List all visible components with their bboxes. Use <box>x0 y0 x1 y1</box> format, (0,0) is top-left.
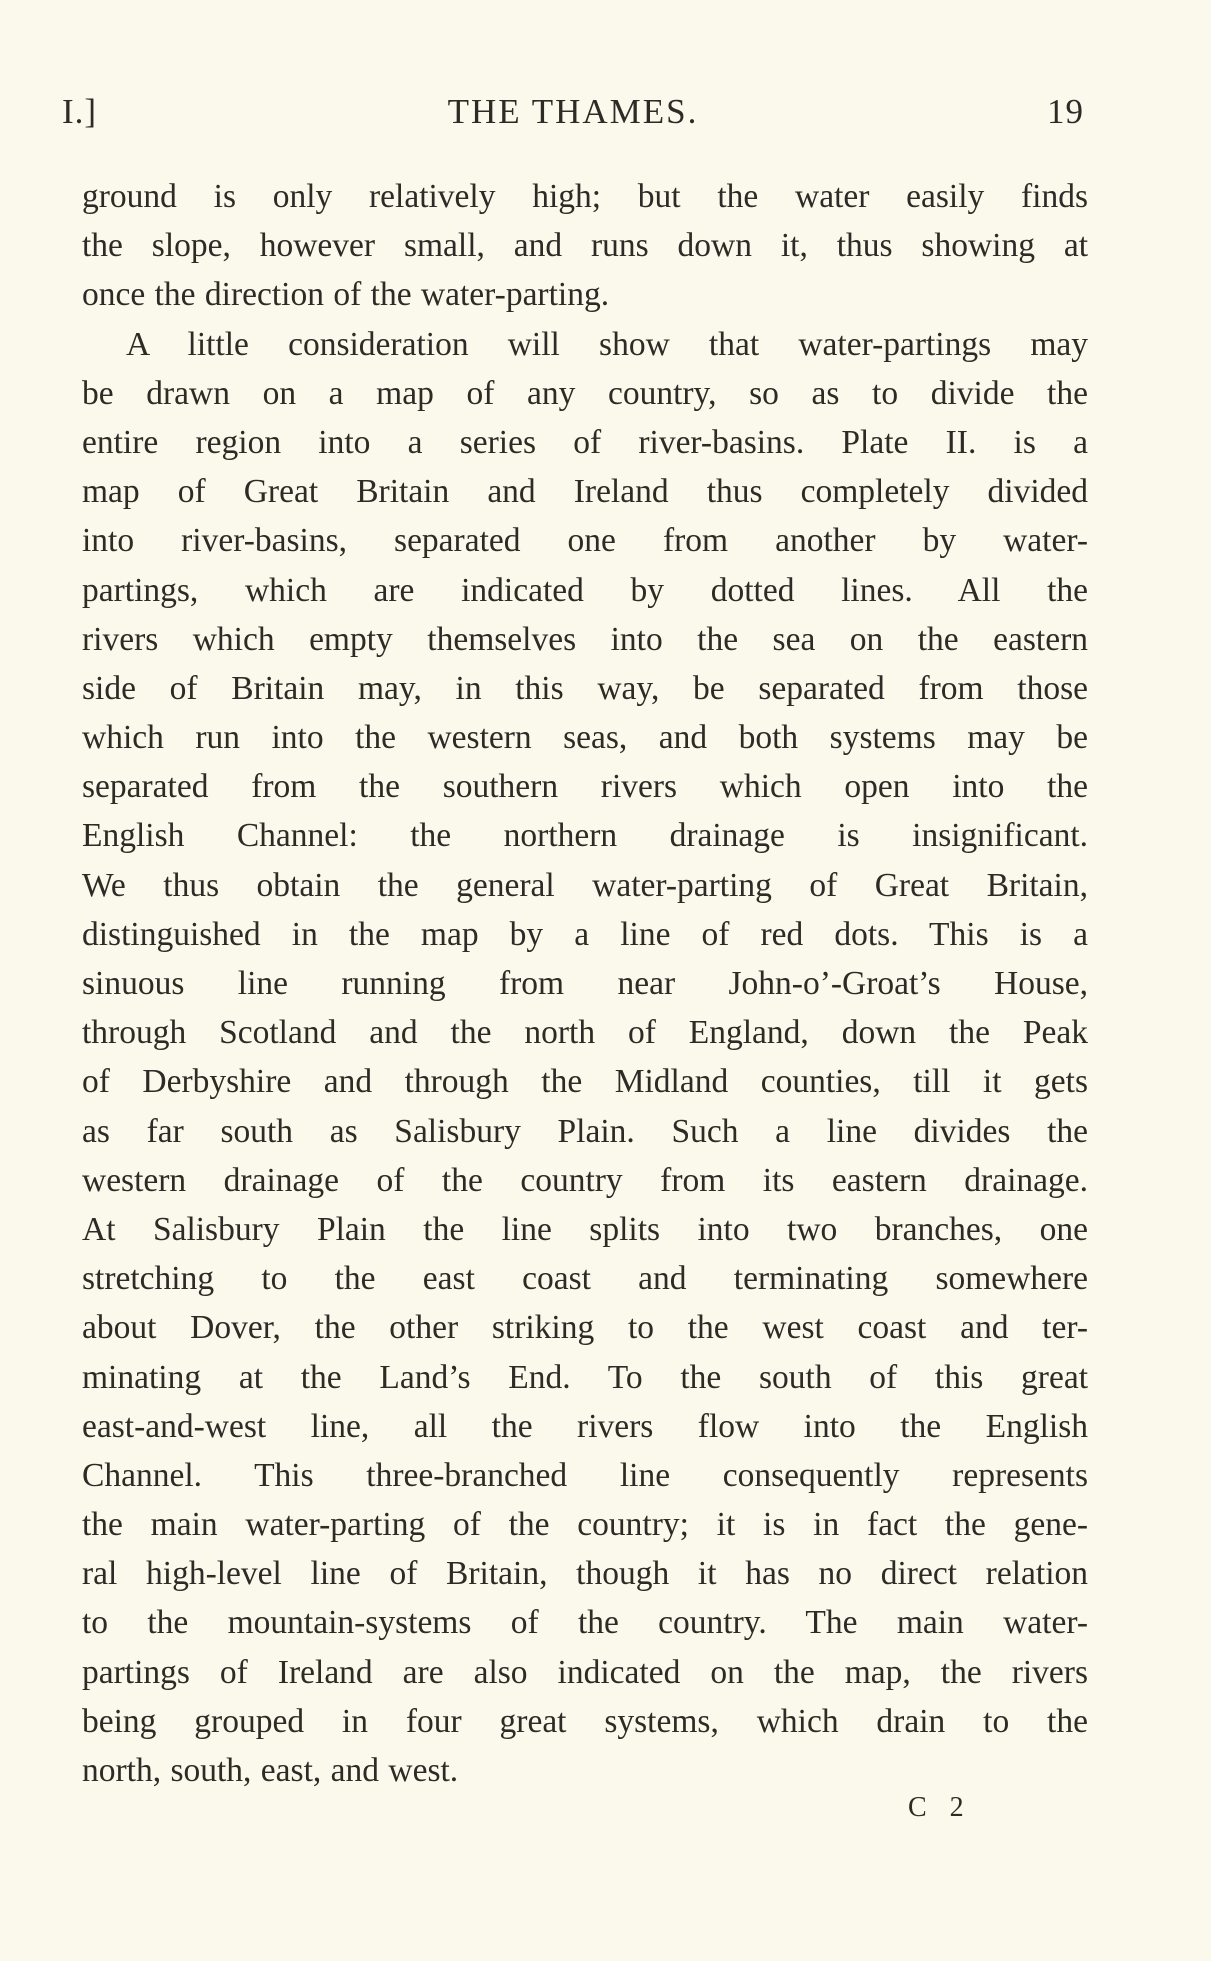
text-line: being grouped in four great systems, which drain to the <box>82 1702 1088 1740</box>
text-line: rivers which empty themselves into the sea on the eastern <box>82 620 1088 658</box>
signature-mark: C 2 <box>908 1792 972 1823</box>
text-line: Channel. This three-branched line consequently represents <box>82 1456 1088 1494</box>
text-line: into river-basins, separated one from another by water- <box>82 522 1088 560</box>
text-line: north, south, east, and west. <box>82 1752 459 1789</box>
text-line: partings of Ireland are also indicated on the map, the rivers <box>82 1653 1088 1691</box>
text-line: as far south as Salisbury Plain. Such a line divides the <box>82 1112 1088 1150</box>
text-line: separated from the southern rivers which open into the <box>82 768 1088 806</box>
text-line: ground is only relatively high; but the water easily finds <box>82 178 1088 215</box>
text-line: east-and-west line, all the rivers flow into the English <box>82 1407 1088 1445</box>
text-line: entire region into a series of river-basins. Plate II. is a <box>82 423 1088 461</box>
text-line: through Scotland and the north of England, down the Peak <box>82 1014 1088 1052</box>
text-line: to the mountain-systems of the country. The main water- <box>82 1604 1088 1642</box>
chapter-number: I.] <box>62 92 98 131</box>
text-line: English Channel: the northern drainage is insignificant. <box>82 817 1088 855</box>
text-line: ral high-level line of Britain, though it has no direct relation <box>82 1555 1088 1593</box>
text-line: be drawn on a map of any country, so as to divide the <box>82 374 1088 412</box>
text-line: partings, which are indicated by dotted lines. All the <box>82 571 1088 609</box>
text-line: stretching to the east coast and terminating somewhere <box>82 1260 1088 1298</box>
text-line: once the direction of the water-parting. <box>82 276 610 314</box>
text-line: the main water-parting of the country; it is in fact the gene- <box>82 1506 1088 1544</box>
text-line: which run into the western seas, and both systems may be <box>82 719 1088 757</box>
text-line: the slope, however small, and runs down it, thus showing at <box>82 227 1088 265</box>
text-line: We thus obtain the general water-parting of Great Britain, <box>82 866 1088 904</box>
text-line: western drainage of the country from its eastern drainage. <box>82 1161 1088 1199</box>
text-line: sinuous line running from near John-o’-Groat’s House, <box>82 965 1088 1002</box>
text-line: of Derbyshire and through the Midland counties, till it gets <box>82 1063 1088 1101</box>
body-text <box>82 172 1088 1795</box>
text-line: map of Great Britain and Ireland thus completely divided <box>82 473 1088 511</box>
running-title: THE THAMES. <box>447 92 699 131</box>
text-line: At Salisbury Plain the line splits into two branches, one <box>82 1210 1088 1248</box>
text-line: about Dover, the other striking to the west coast and ter- <box>82 1309 1088 1347</box>
text-line: A little consideration will show that water-partings may <box>126 325 1088 363</box>
page-number: 19 <box>1047 92 1084 131</box>
text-line: minating at the Land’s End. To the south of this great <box>82 1358 1088 1396</box>
running-head <box>62 92 1084 140</box>
text-line: distinguished in the map by a line of red dots. This is a <box>82 915 1088 953</box>
text-line: side of Britain may, in this way, be separated from those <box>82 669 1088 707</box>
